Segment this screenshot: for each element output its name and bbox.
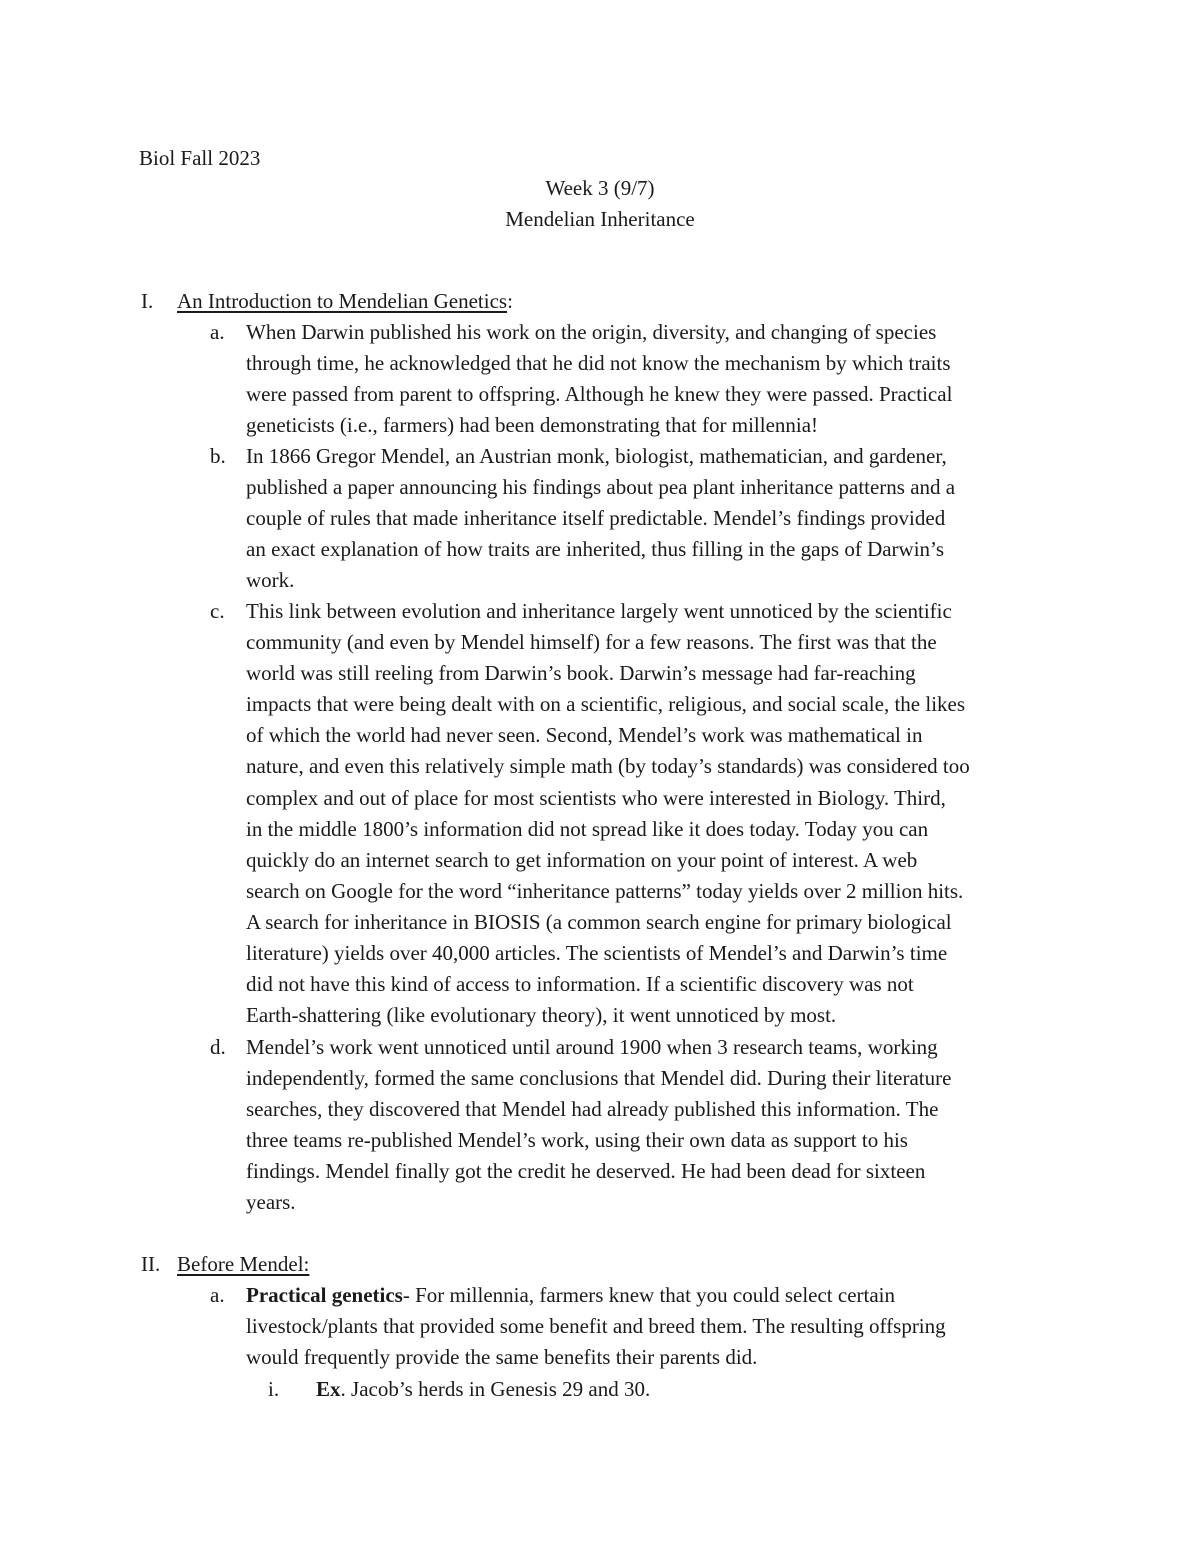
section-title: An Introduction to Mendelian Genetics — [177, 289, 508, 313]
item-label: c. — [210, 599, 225, 623]
text-line: years. — [246, 1190, 296, 1215]
text-line: In 1866 Gregor Mendel, an Austrian monk, biologist, mathematician, and gardener, — [246, 444, 947, 468]
text-line: in the middle 1800’s information did not spread like it does today. Today you can — [246, 816, 929, 841]
text-line: were passed from parent to offspring. Although he knew they were passed. Practical — [246, 382, 953, 407]
item-text — [246, 317, 1066, 441]
text-line: searches, they discovered that Mendel had already published this information. The — [246, 1097, 939, 1122]
section-numeral: II. — [141, 1252, 161, 1276]
sub-item-label: i. — [268, 1377, 280, 1401]
text-line: When Darwin published his work on the origin, diversity, and changing of species — [246, 320, 937, 344]
course-label: Biol Fall 2023 — [139, 146, 261, 170]
text-line: of which the world had never seen. Second, Mendel’s work was mathematical in — [246, 723, 923, 748]
text-line: Mendel’s work went unnoticed until around 1900 when 3 research teams, working — [246, 1035, 938, 1059]
item-text — [246, 1032, 1066, 1219]
text-line: impacts that were being dealt with on a scientific, religious, and social scale, the likes — [246, 692, 966, 717]
section-title: Before Mendel: — [177, 1252, 310, 1276]
sub-item-text — [316, 1374, 650, 1405]
item-text — [246, 596, 1066, 1031]
item-label: d. — [210, 1035, 226, 1059]
term-bold: Practical genetics — [246, 1283, 403, 1307]
text-line: livestock/plants that provided some benefit and breed them. The resulting offspring — [246, 1314, 946, 1339]
example-bold: Ex — [316, 1377, 341, 1401]
text-line: geneticists (i.e., farmers) had been demonstrating that for millennia! — [246, 413, 819, 438]
item-text — [246, 1280, 1066, 1373]
text-line: independently, formed the same conclusions that Mendel did. During their literature — [246, 1066, 952, 1091]
text-line: world was still reeling from Darwin’s book. Darwin’s message had far-reaching — [246, 661, 916, 686]
text-line: couple of rules that made inheritance itself predictable. Mendel’s findings provided — [246, 506, 946, 531]
text-line: did not have this kind of access to information. If a scientific discovery was not — [246, 972, 914, 997]
text-line: literature) yields over 40,000 articles. The scientists of Mendel’s and Darwin’s time — [246, 941, 948, 966]
text-line: an exact explanation of how traits are inherited, thus filling in the gaps of Darwin’s — [246, 537, 945, 562]
item-label: a. — [210, 320, 225, 344]
section-title-suffix: : — [507, 289, 513, 313]
text-line: complex and out of place for most scientists who were interested in Biology. Third, — [246, 785, 946, 810]
text-line: work. — [246, 568, 295, 593]
text-line: nature, and even this relatively simple math (by today’s standards) was considered too — [246, 754, 970, 779]
text-line: findings. Mendel finally got the credit he deserved. He had been dead for sixteen — [246, 1159, 926, 1184]
text-line: published a paper announcing his findings about pea plant inheritance patterns and a — [246, 475, 956, 500]
text-line: through time, he acknowledged that he did not know the mechanism by which traits — [246, 351, 951, 376]
text-line: This link between evolution and inheritance largely went unnoticed by the scientific — [246, 599, 952, 623]
text-line: three teams re-published Mendel’s work, using their own data as support to his — [246, 1128, 908, 1153]
title-block — [0, 173, 1200, 235]
text-line: search on Google for the word “inheritance patterns” today yields over 2 million hits. — [246, 878, 964, 903]
text-line: would frequently provide the same benefits their parents did. — [246, 1345, 758, 1370]
item-label: a. — [210, 1283, 225, 1307]
example-text: . Jacob’s herds in Genesis 29 and 30. — [340, 1377, 651, 1401]
term-definition: - For millennia, farmers knew that you could select certain — [402, 1283, 896, 1307]
text-line: Earth-shattering (like evolutionary theory), it went unnoticed by most. — [246, 1003, 837, 1028]
item-label: b. — [210, 444, 226, 468]
section-numeral: I. — [141, 289, 154, 313]
week-title: Week 3 (9/7) — [545, 176, 655, 200]
text-line: community (and even by Mendel himself) for a few reasons. The first was that the — [246, 630, 937, 655]
text-line: A search for inheritance in BIOSIS (a common search engine for primary biological — [246, 909, 952, 934]
topic-title: Mendelian Inheritance — [505, 207, 695, 231]
text-line — [246, 1280, 1066, 1311]
item-text — [246, 441, 1066, 596]
text-line: quickly do an internet search to get information on your point of interest. A web — [246, 847, 918, 872]
